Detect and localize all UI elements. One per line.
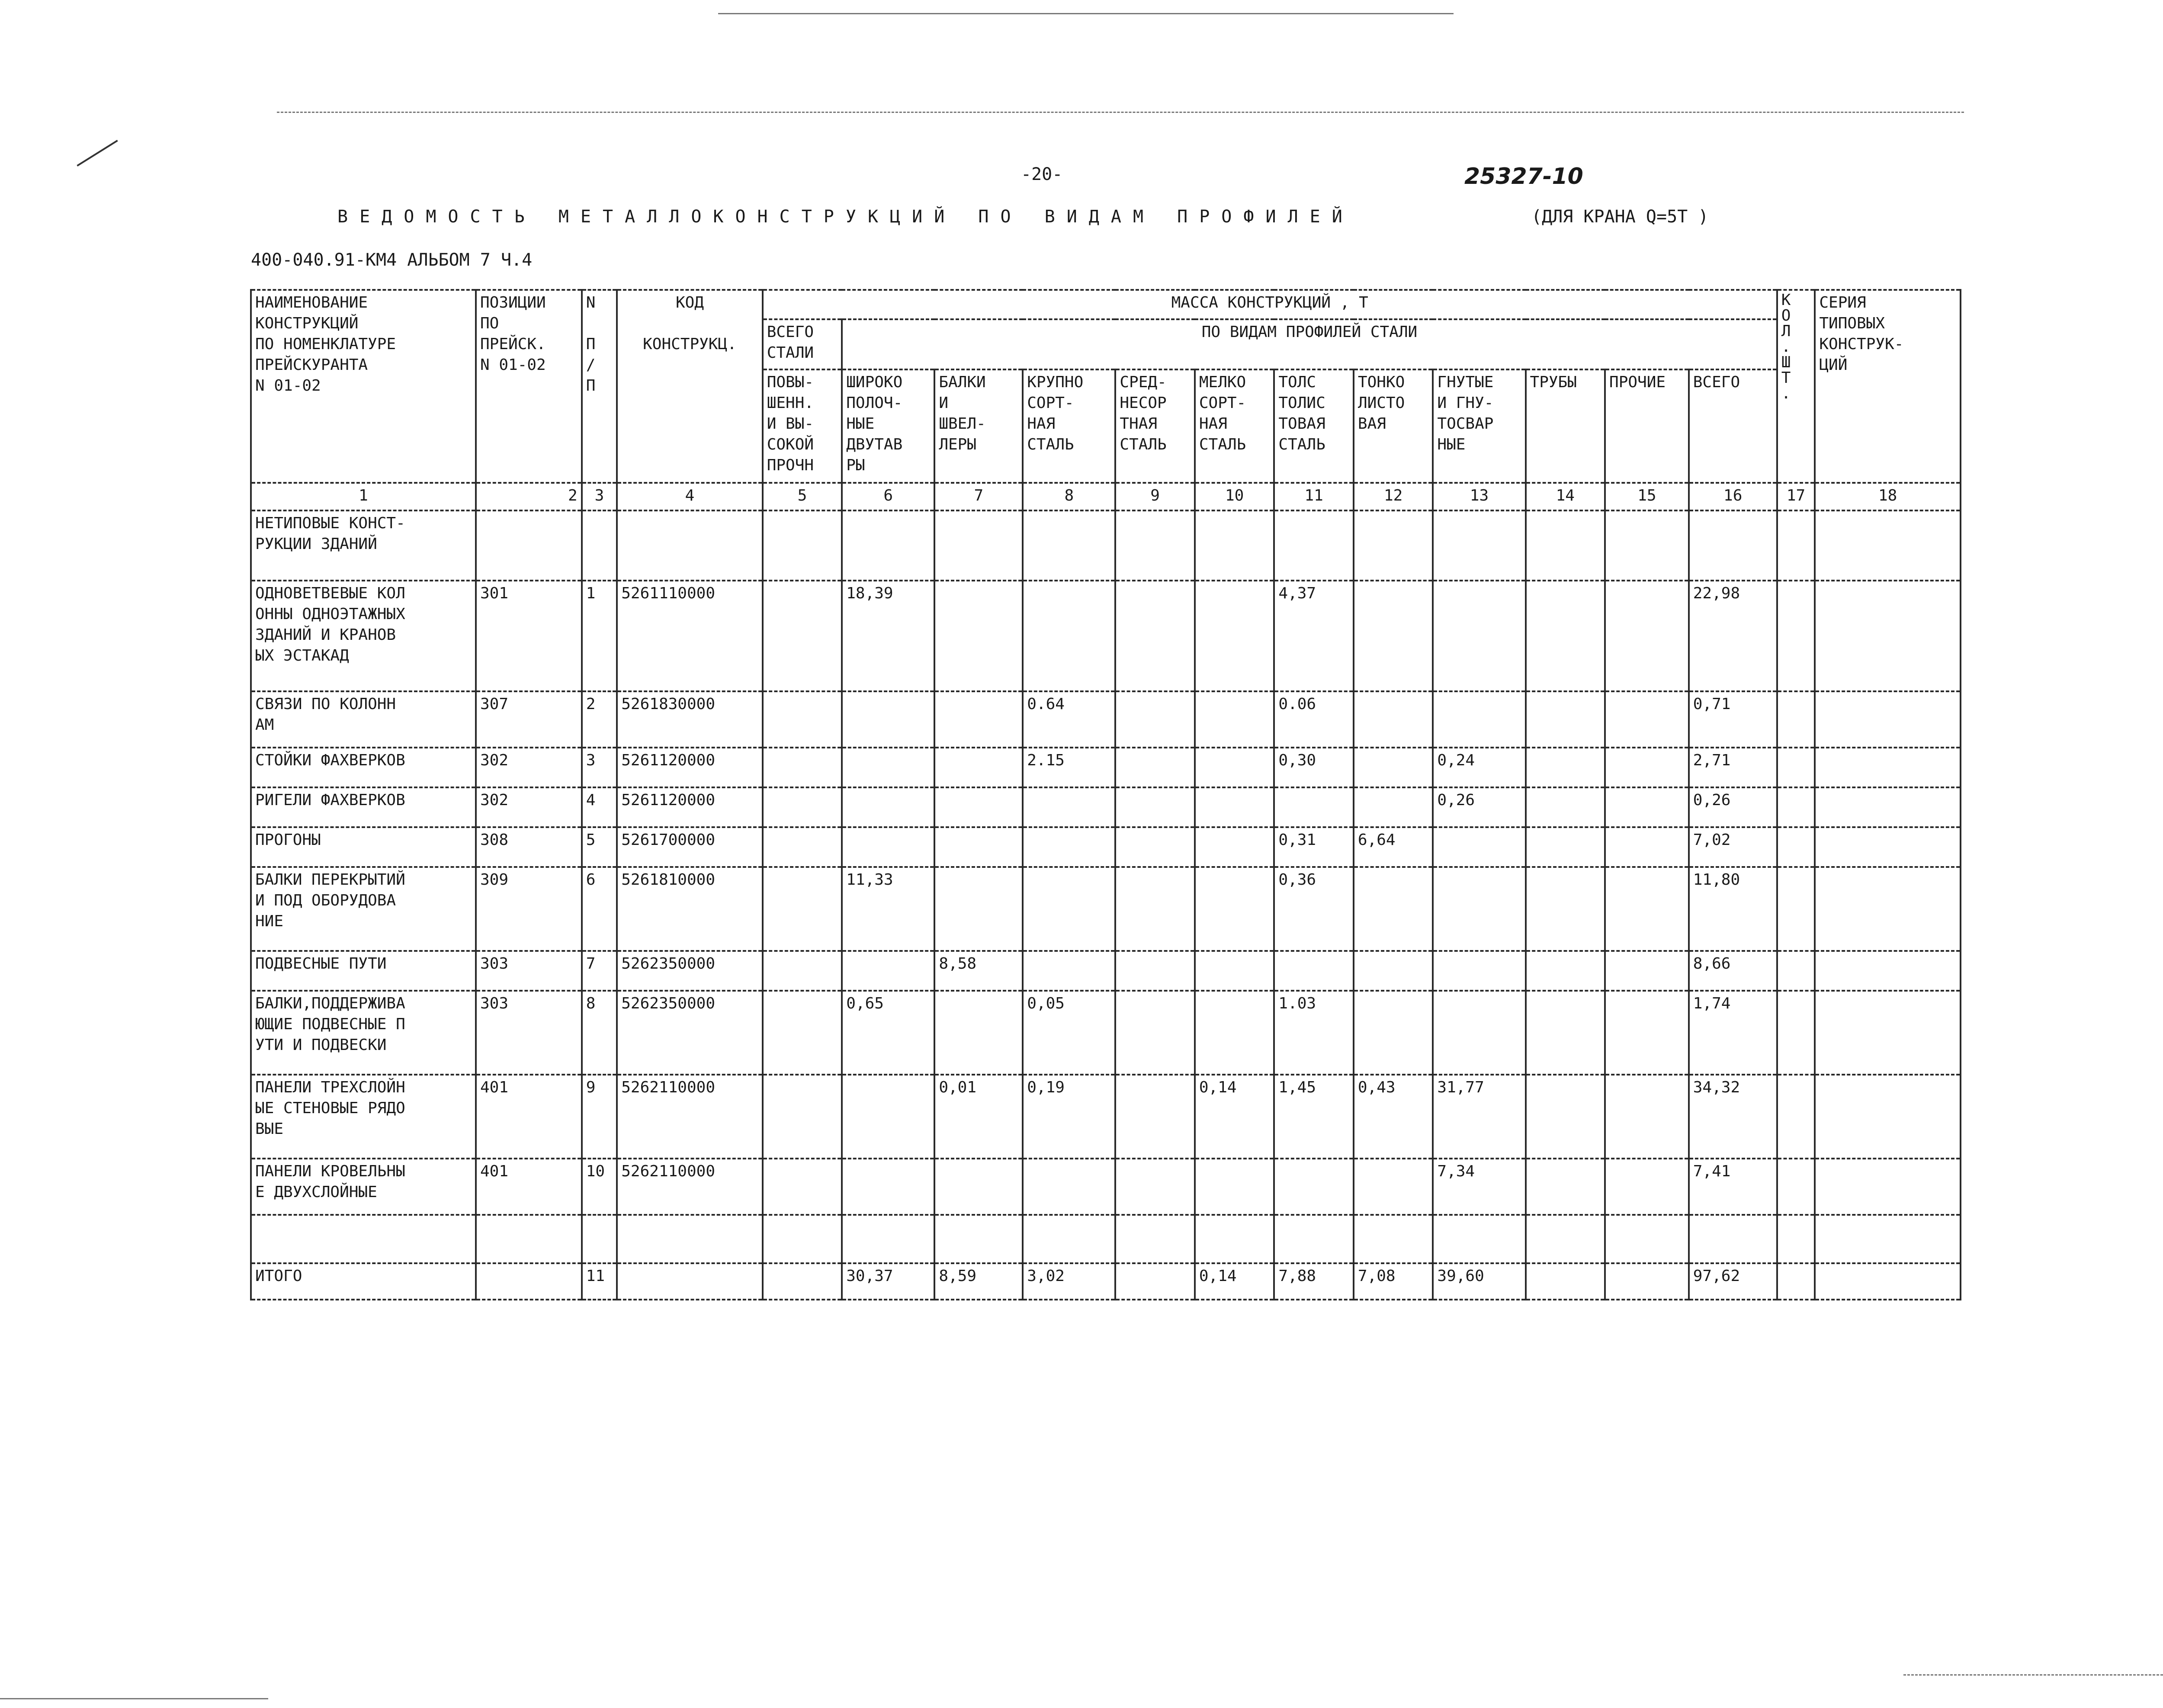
row-count <box>1777 1075 1815 1159</box>
metal-structures-table <box>250 289 1961 1300</box>
row-thin-sheet <box>1354 581 1433 691</box>
table-row <box>251 787 1961 827</box>
column-number: 7 <box>934 483 1023 510</box>
row-npp: 2 <box>582 691 617 748</box>
row-small-section <box>1195 1159 1274 1215</box>
row-npp: 8 <box>582 991 617 1075</box>
row-medium-section <box>1115 827 1195 867</box>
table-row <box>251 827 1961 867</box>
row-thin-sheet: 0,43 <box>1354 1075 1433 1159</box>
total-row <box>251 1263 1961 1300</box>
row-pipes <box>1526 1159 1605 1215</box>
row-medium-section <box>1115 991 1195 1075</box>
header-small-section: МЕЛКО СОРТ- НАЯ СТАЛЬ <box>1195 369 1274 483</box>
row-count <box>1777 748 1815 787</box>
row-count <box>1777 991 1815 1075</box>
row-other <box>1605 1159 1689 1215</box>
row-other <box>1605 867 1689 951</box>
table-row <box>251 991 1961 1075</box>
column-number: 9 <box>1115 483 1195 510</box>
row-other <box>1605 581 1689 691</box>
row-beams <box>934 581 1023 691</box>
row-count <box>1777 827 1815 867</box>
row-medium-section <box>1115 691 1195 748</box>
row-bent <box>1433 951 1525 991</box>
total-beams: 8,59 <box>934 1263 1023 1300</box>
row-code: 5261810000 <box>617 867 762 951</box>
row-beams <box>934 1159 1023 1215</box>
document-number: 25327-10 <box>1464 164 1583 189</box>
row-position: 303 <box>476 991 582 1075</box>
row-small-section <box>1195 991 1274 1075</box>
row-pipes <box>1526 827 1605 867</box>
total-small-section: 0,14 <box>1195 1263 1274 1300</box>
row-wide-flange <box>842 787 934 827</box>
row-beams: 0,01 <box>934 1075 1023 1159</box>
row-medium-section <box>1115 1075 1195 1159</box>
row-series <box>1815 748 1961 787</box>
row-all: 0,26 <box>1689 787 1777 827</box>
row-small-section <box>1195 691 1274 748</box>
row-pipes <box>1526 748 1605 787</box>
header-high-strength: ПОВЫ- ШЕНН. И ВЫ- СОКОЙ ПРОЧН <box>763 369 842 483</box>
row-position: 303 <box>476 951 582 991</box>
row-series <box>1815 1159 1961 1215</box>
row-thick-sheet: 0,30 <box>1274 748 1354 787</box>
row-total-steel <box>763 581 842 691</box>
row-npp: 9 <box>582 1075 617 1159</box>
album-reference: 400-040.91-КМ4 АЛЬБОМ 7 Ч.4 <box>251 250 533 270</box>
column-number: 14 <box>1526 483 1605 510</box>
row-thin-sheet <box>1354 951 1433 991</box>
row-total-steel <box>763 867 842 951</box>
header-count: К О Л . Ш Т . <box>1777 290 1815 483</box>
row-all: 22,98 <box>1689 581 1777 691</box>
row-large-section: 2.15 <box>1023 748 1115 787</box>
row-pipes <box>1526 1075 1605 1159</box>
table-body <box>251 581 1961 1215</box>
row-npp: 3 <box>582 748 617 787</box>
row-large-section <box>1023 951 1115 991</box>
page-number: -20- <box>1021 164 1063 184</box>
row-beams <box>934 827 1023 867</box>
header-position: ПОЗИЦИИ ПО ПРЕЙСК. N 01-02 <box>476 290 582 483</box>
row-medium-section <box>1115 748 1195 787</box>
row-thick-sheet: 1.03 <box>1274 991 1354 1075</box>
row-other <box>1605 1075 1689 1159</box>
row-wide-flange: 18,39 <box>842 581 934 691</box>
column-number: 3 <box>582 483 617 510</box>
header-by-profiles: ПО ВИДАМ ПРОФИЛЕЙ СТАЛИ <box>842 319 1777 369</box>
row-series <box>1815 867 1961 951</box>
row-name: ПАНЕЛИ КРОВЕЛЬНЫ Е ДВУХСЛОЙНЫЕ <box>251 1159 476 1215</box>
row-beams <box>934 991 1023 1075</box>
row-count <box>1777 951 1815 991</box>
column-number: 5 <box>763 483 842 510</box>
row-other <box>1605 748 1689 787</box>
total-large-section: 3,02 <box>1023 1263 1115 1300</box>
row-code: 5261120000 <box>617 787 762 827</box>
row-total-steel <box>763 691 842 748</box>
row-wide-flange <box>842 1075 934 1159</box>
column-number: 4 <box>617 483 762 510</box>
header-medium-section: СРЕД- НЕСОР ТНАЯ СТАЛЬ <box>1115 369 1195 483</box>
row-all: 7,02 <box>1689 827 1777 867</box>
header-row-1 <box>251 290 1961 319</box>
row-thin-sheet <box>1354 787 1433 827</box>
row-small-section <box>1195 827 1274 867</box>
header-all: ВСЕГО <box>1689 369 1777 483</box>
header-wide-flange: ШИРОКО ПОЛОЧ- НЫЕ ДВУТАВ РЫ <box>842 369 934 483</box>
table-row <box>251 1075 1961 1159</box>
row-pipes <box>1526 787 1605 827</box>
row-series <box>1815 827 1961 867</box>
row-npp: 10 <box>582 1159 617 1215</box>
row-name: ПРОГОНЫ <box>251 827 476 867</box>
row-total-steel <box>763 1075 842 1159</box>
row-name: СТОЙКИ ФАХВЕРКОВ <box>251 748 476 787</box>
header-bent: ГНУТЫЕ И ГНУ- ТОСВАР НЫЕ <box>1433 369 1525 483</box>
row-position: 309 <box>476 867 582 951</box>
row-thin-sheet <box>1354 691 1433 748</box>
total-thick-sheet: 7,88 <box>1274 1263 1354 1300</box>
row-position: 308 <box>476 827 582 867</box>
row-medium-section <box>1115 787 1195 827</box>
column-number: 10 <box>1195 483 1274 510</box>
header-code: КОД КОНСТРУКЦ. <box>617 290 762 483</box>
row-beams <box>934 691 1023 748</box>
header-thin-sheet: ТОНКО ЛИСТО ВАЯ <box>1354 369 1433 483</box>
row-thin-sheet <box>1354 867 1433 951</box>
header-npp: N П / П <box>582 290 617 483</box>
row-code: 5261120000 <box>617 748 762 787</box>
row-wide-flange <box>842 827 934 867</box>
row-large-section: 0,05 <box>1023 991 1115 1075</box>
row-small-section <box>1195 951 1274 991</box>
row-medium-section <box>1115 867 1195 951</box>
header-other: ПРОЧИЕ <box>1605 369 1689 483</box>
row-code: 5262110000 <box>617 1075 762 1159</box>
row-code: 5262110000 <box>617 1159 762 1215</box>
column-number: 8 <box>1023 483 1115 510</box>
scan-line <box>718 13 1454 14</box>
table-row <box>251 1159 1961 1215</box>
row-large-section <box>1023 581 1115 691</box>
row-total-steel <box>763 951 842 991</box>
row-total-steel <box>763 748 842 787</box>
total-wide-flange: 30,37 <box>842 1263 934 1300</box>
row-wide-flange <box>842 951 934 991</box>
total-bent: 39,60 <box>1433 1263 1525 1300</box>
row-thick-sheet: 0.06 <box>1274 691 1354 748</box>
table-row <box>251 867 1961 951</box>
row-thick-sheet: 0,36 <box>1274 867 1354 951</box>
row-total-steel <box>763 991 842 1075</box>
row-medium-section <box>1115 951 1195 991</box>
row-count <box>1777 581 1815 691</box>
header-pipes: ТРУБЫ <box>1526 369 1605 483</box>
row-all: 1,74 <box>1689 991 1777 1075</box>
row-large-section <box>1023 827 1115 867</box>
section-row <box>251 510 1961 581</box>
header-series: СЕРИЯ ТИПОВЫХ КОНСТРУК- ЦИЙ <box>1815 290 1961 483</box>
row-large-section: 0,19 <box>1023 1075 1115 1159</box>
row-beams: 8,58 <box>934 951 1023 991</box>
row-count <box>1777 787 1815 827</box>
row-pipes <box>1526 867 1605 951</box>
table-row <box>251 691 1961 748</box>
row-position: 307 <box>476 691 582 748</box>
scan-line <box>0 1698 268 1699</box>
page-title: ВЕДОМОСТЬ МЕТАЛЛОКОНСТРУКЦИЙ ПО ВИДАМ ПРОФИЛЕЙ <box>337 207 1354 227</box>
row-wide-flange <box>842 748 934 787</box>
row-series <box>1815 991 1961 1075</box>
row-other <box>1605 827 1689 867</box>
row-series <box>1815 1075 1961 1159</box>
row-name: ПАНЕЛИ ТРЕХСЛОЙН ЫЕ СТЕНОВЫЕ РЯДО ВЫЕ <box>251 1075 476 1159</box>
row-series <box>1815 581 1961 691</box>
row-code: 5261700000 <box>617 827 762 867</box>
row-name: ПОДВЕСНЫЕ ПУТИ <box>251 951 476 991</box>
column-number: 15 <box>1605 483 1689 510</box>
row-wide-flange <box>842 691 934 748</box>
row-all: 8,66 <box>1689 951 1777 991</box>
row-pipes <box>1526 991 1605 1075</box>
row-bent <box>1433 991 1525 1075</box>
row-npp: 6 <box>582 867 617 951</box>
row-bent: 31,77 <box>1433 1075 1525 1159</box>
header-beams: БАЛКИ И ШВЕЛ- ЛЕРЫ <box>934 369 1023 483</box>
row-all: 11,80 <box>1689 867 1777 951</box>
column-number-row <box>251 483 1961 510</box>
row-large-section <box>1023 1159 1115 1215</box>
row-bent <box>1433 827 1525 867</box>
row-small-section <box>1195 787 1274 827</box>
column-number: 6 <box>842 483 934 510</box>
column-number: 11 <box>1274 483 1354 510</box>
row-code: 5262350000 <box>617 991 762 1075</box>
row-pipes <box>1526 951 1605 991</box>
row-small-section <box>1195 867 1274 951</box>
row-name: РИГЕЛИ ФАХВЕРКОВ <box>251 787 476 827</box>
total-all: 97,62 <box>1689 1263 1777 1300</box>
row-bent: 7,34 <box>1433 1159 1525 1215</box>
row-total-steel <box>763 1159 842 1215</box>
row-large-section: 0.64 <box>1023 691 1115 748</box>
row-bent: 0,26 <box>1433 787 1525 827</box>
row-count <box>1777 867 1815 951</box>
row-pipes <box>1526 691 1605 748</box>
row-all: 0,71 <box>1689 691 1777 748</box>
row-name: БАЛКИ ПЕРЕКРЫТИЙ И ПОД ОБОРУДОВА НИЕ <box>251 867 476 951</box>
table-row <box>251 951 1961 991</box>
row-code: 5262350000 <box>617 951 762 991</box>
row-npp: 5 <box>582 827 617 867</box>
header-mass: МАССА КОНСТРУКЦИЙ , Т <box>763 290 1777 319</box>
header-name: НАИМЕНОВАНИЕ КОНСТРУКЦИЙ ПО НОМЕНКЛАТУРЕ ПРЕЙСКУРАНТА N 01-02 <box>251 290 476 483</box>
total-npp: 11 <box>582 1263 617 1300</box>
row-series <box>1815 787 1961 827</box>
row-thick-sheet <box>1274 787 1354 827</box>
total-label: ИТОГО <box>251 1263 476 1300</box>
row-code: 5261830000 <box>617 691 762 748</box>
row-npp: 7 <box>582 951 617 991</box>
row-position: 401 <box>476 1159 582 1215</box>
row-small-section: 0,14 <box>1195 1075 1274 1159</box>
row-position: 301 <box>476 581 582 691</box>
row-thick-sheet <box>1274 1159 1354 1215</box>
title-note: (ДЛЯ КРАНА Q=5Т ) <box>1531 207 1709 227</box>
row-name: ОДНОВЕТВЕВЫЕ КОЛ ОННЫ ОДНОЭТАЖНЫХ ЗДАНИЙ И КРАНОВ ЫХ ЭСТАКАД <box>251 581 476 691</box>
row-thin-sheet <box>1354 748 1433 787</box>
row-medium-section <box>1115 1159 1195 1215</box>
column-number: 18 <box>1815 483 1961 510</box>
row-all: 7,41 <box>1689 1159 1777 1215</box>
empty-row <box>251 1215 1961 1263</box>
column-number: 2 <box>476 483 582 510</box>
row-bent <box>1433 867 1525 951</box>
row-series <box>1815 691 1961 748</box>
row-thin-sheet: 6,64 <box>1354 827 1433 867</box>
column-number: 12 <box>1354 483 1433 510</box>
row-thick-sheet <box>1274 951 1354 991</box>
row-series <box>1815 951 1961 991</box>
row-large-section <box>1023 787 1115 827</box>
row-wide-flange: 11,33 <box>842 867 934 951</box>
row-position: 302 <box>476 787 582 827</box>
row-beams <box>934 787 1023 827</box>
row-bent <box>1433 581 1525 691</box>
row-name: СВЯЗИ ПО КОЛОНН АМ <box>251 691 476 748</box>
column-number: 13 <box>1433 483 1525 510</box>
section-label: НЕТИПОВЫЕ КОНСТ- РУКЦИИ ЗДАНИЙ <box>251 510 476 581</box>
row-bent <box>1433 691 1525 748</box>
row-pipes <box>1526 581 1605 691</box>
row-total-steel <box>763 827 842 867</box>
row-other <box>1605 951 1689 991</box>
column-number: 1 <box>251 483 476 510</box>
row-beams <box>934 867 1023 951</box>
row-all: 34,32 <box>1689 1075 1777 1159</box>
row-thick-sheet: 4,37 <box>1274 581 1354 691</box>
row-thick-sheet: 1,45 <box>1274 1075 1354 1159</box>
header-large-section: КРУПНО СОРТ- НАЯ СТАЛЬ <box>1023 369 1115 483</box>
total-thin-sheet: 7,08 <box>1354 1263 1433 1300</box>
row-name: БАЛКИ,ПОДДЕРЖИВА ЮЩИЕ ПОДВЕСНЫЕ П УТИ И ПОДВЕСКИ <box>251 991 476 1075</box>
row-count <box>1777 691 1815 748</box>
column-number: 17 <box>1777 483 1815 510</box>
row-beams <box>934 748 1023 787</box>
row-other <box>1605 991 1689 1075</box>
row-wide-flange <box>842 1159 934 1215</box>
row-small-section <box>1195 748 1274 787</box>
row-code: 5261110000 <box>617 581 762 691</box>
column-number: 16 <box>1689 483 1777 510</box>
row-small-section <box>1195 581 1274 691</box>
row-count <box>1777 1159 1815 1215</box>
row-position: 302 <box>476 748 582 787</box>
scan-line <box>1903 1674 2163 1676</box>
row-total-steel <box>763 787 842 827</box>
row-all: 2,71 <box>1689 748 1777 787</box>
header-total-steel: ВСЕГО СТАЛИ <box>763 319 842 369</box>
row-thin-sheet <box>1354 1159 1433 1215</box>
row-thin-sheet <box>1354 991 1433 1075</box>
row-thick-sheet: 0,31 <box>1274 827 1354 867</box>
header-thick-sheet: ТОЛС ТОЛИС ТОВАЯ СТАЛЬ <box>1274 369 1354 483</box>
row-medium-section <box>1115 581 1195 691</box>
row-large-section <box>1023 867 1115 951</box>
scan-line <box>77 140 118 167</box>
row-bent: 0,24 <box>1433 748 1525 787</box>
table-row <box>251 581 1961 691</box>
row-npp: 1 <box>582 581 617 691</box>
row-other <box>1605 691 1689 748</box>
scan-line <box>277 112 1964 113</box>
row-position: 401 <box>476 1075 582 1159</box>
row-wide-flange: 0,65 <box>842 991 934 1075</box>
row-npp: 4 <box>582 787 617 827</box>
row-other <box>1605 787 1689 827</box>
table-row <box>251 748 1961 787</box>
